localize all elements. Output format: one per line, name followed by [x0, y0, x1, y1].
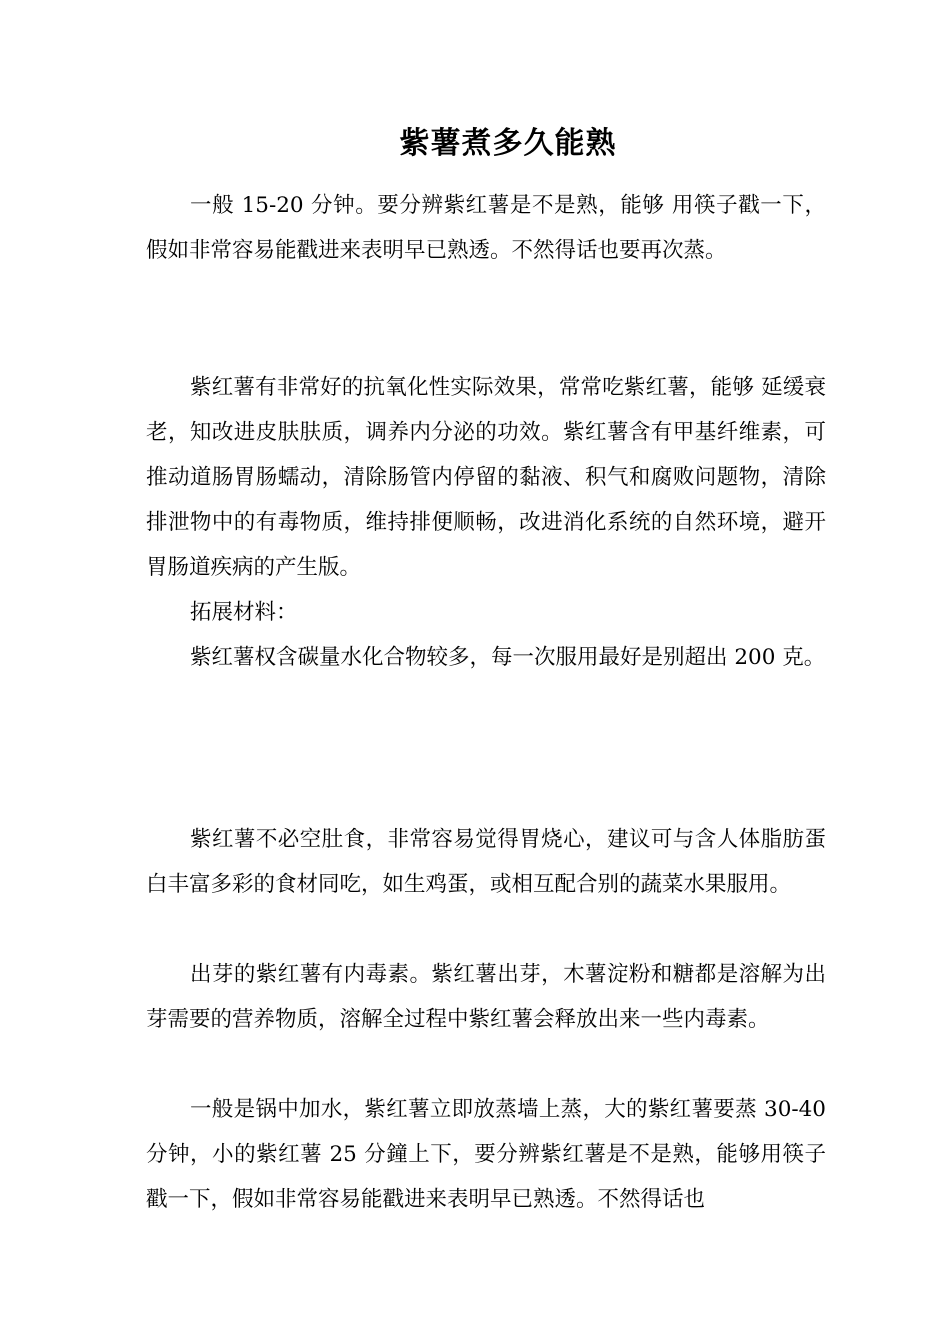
paragraph-2: 紫红薯有非常好的抗氧化性实际效果，常常吃紫红薯，能够 延缓衰老，知改进皮肤肤质，调养内分泌的功效。紫红薯含有甲基纤维素，可推动道肠胃肠蠕动，清除肠管内停留的黏液、积气和腐败问题物，清除排泄物中的有毒物质，维持排便顺畅，改进消化系统的自然环境，避开胃肠道疾病的产生版。: [146, 375, 826, 580]
paragraph-4: 紫红薯权含碳量水化合物较多，每一次服用最好是别超出 200 克。: [190, 645, 826, 670]
paragraph-1: 一般 15-20 分钟。要分辨紫红薯是不是熟，能够 用筷子戳一下，假如非常容易能戳进来表明早已熟透。不然得话也要再次蒸。: [146, 193, 826, 263]
paragraph-7: 一般是锅中加水，紫红薯立即放蒸墙上蒸，大的紫红薯要蒸 30-40 分钟，小的紫红薯 25 分鐘上下，要分辨紫红薯是不是熟，能够用筷子戳一下，假如非常容易能戳进来表明早已熟透。不然得话也: [146, 1097, 826, 1212]
document-title: 紫薯煮多久能熟: [399, 126, 617, 161]
paragraph-3: 拓展材料：: [190, 600, 298, 625]
paragraph-6: 出芽的紫红薯有内毒素。紫红薯出芽，木薯淀粉和糖都是溶解为出芽需要的营养物质，溶解全过程中紫红薯会释放出来一些内毒素。: [146, 962, 826, 1032]
paragraph-5: 紫红薯不必空肚食，非常容易觉得胃烧心，建议可与含人体脂肪蛋白丰富多彩的食材同吃，如生鸡蛋，或相互配合别的蔬菜水果服用。: [146, 827, 826, 897]
